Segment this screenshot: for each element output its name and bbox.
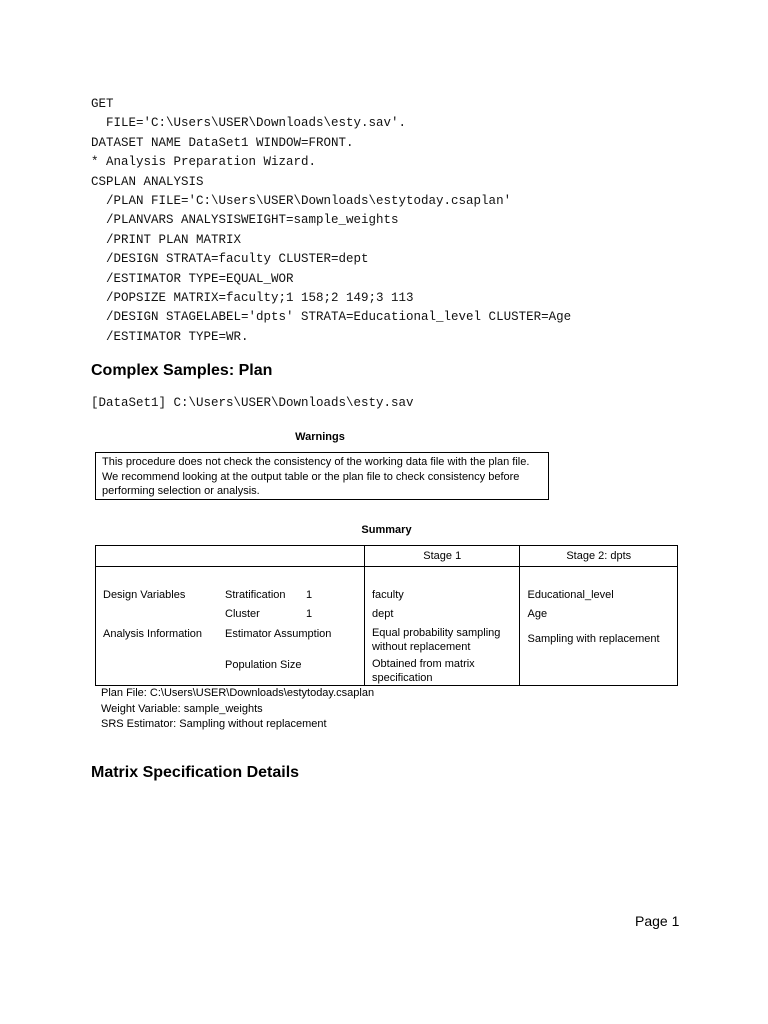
summary-row-labels <box>96 567 365 686</box>
stage2-stratification: Educational_level <box>527 589 614 601</box>
stage2-cluster: Age <box>527 608 548 620</box>
summary-table <box>95 545 678 686</box>
summary-body-row <box>96 567 678 686</box>
summary-header-row <box>96 546 678 567</box>
label-analysis-information: Analysis Information <box>103 628 203 640</box>
syntax-line: * Analysis Preparation Wizard. <box>91 155 317 170</box>
stage1-estimator-line1: Equal probability sampling <box>371 627 501 639</box>
syntax-line: /PLANVARS ANALYSISWEIGHT=sample_weights <box>106 213 399 228</box>
stage1-stratification: faculty <box>371 589 404 601</box>
syntax-line: /DESIGN STRATA=faculty CLUSTER=dept <box>106 252 369 267</box>
dataset-line: [DataSet1] C:\Users\USER\Downloads\esty.sav <box>91 396 414 410</box>
syntax-line: /ESTIMATOR TYPE=WR. <box>106 329 249 344</box>
label-design-variables: Design Variables <box>103 589 186 601</box>
footnote-weight-variable: Weight Variable: sample_weights <box>101 702 263 715</box>
stage1-estimator <box>365 626 500 654</box>
summary-header-stage1: Stage 1 <box>364 546 520 567</box>
syntax-block <box>91 95 571 347</box>
section-title-matrix: Matrix Specification Details <box>91 764 300 781</box>
summary-stage2-cell <box>520 567 678 686</box>
syntax-line: GET <box>91 97 114 111</box>
label-population-size: Population Size <box>225 659 302 671</box>
syntax-line: /PLAN FILE='C:\Users\USER\Downloads\estytoday.csaplan' <box>106 194 512 209</box>
stage1-popsize <box>365 657 475 685</box>
syntax-line: CSPLAN ANALYSIS <box>91 174 204 189</box>
page-number: Page 1 <box>635 913 680 929</box>
footnote-plan-file: Plan File: C:\Users\USER\Downloads\estytoday.csaplan <box>101 687 375 699</box>
warnings-text: This procedure does not check the consistency of the working data file with the plan file. We recommend looking at the output table or the plan file to check consistency before performing selection or analysis. <box>102 456 530 497</box>
syntax-line: DATASET NAME DataSet1 WINDOW=FRONT. <box>91 135 354 150</box>
warnings-box <box>95 452 549 500</box>
section-title-plan: Complex Samples: Plan <box>91 362 273 379</box>
stage1-cluster: dept <box>371 608 394 620</box>
syntax-line: FILE='C:\Users\USER\Downloads\esty.sav'. <box>106 116 407 131</box>
label-cluster-num: 1 <box>306 608 313 620</box>
stage1-estimator-line2: without replacement <box>371 641 471 653</box>
label-stratification: Stratification <box>225 589 286 601</box>
syntax-line: /PRINT PLAN MATRIX <box>106 232 242 247</box>
stage1-popsize-line1: Obtained from matrix <box>371 658 475 670</box>
label-stratification-num: 1 <box>306 589 313 601</box>
stage1-popsize-line2: specification <box>371 672 433 684</box>
summary-header-empty <box>96 546 365 567</box>
syntax-line: /DESIGN STAGELABEL='dpts' STRATA=Educational_level CLUSTER=Age <box>106 310 572 325</box>
label-cluster: Cluster <box>225 608 260 620</box>
summary-footnotes <box>101 686 374 733</box>
summary-title: Summary <box>361 524 412 536</box>
summary-stage1-cell <box>364 567 520 686</box>
syntax-line: /ESTIMATOR TYPE=EQUAL_WOR <box>106 271 294 286</box>
syntax-line: /POPSIZE MATRIX=faculty;1 158;2 149;3 113 <box>106 291 414 306</box>
footnote-srs-estimator: SRS Estimator: Sampling without replacement <box>101 718 327 730</box>
summary-header-stage2: Stage 2: dpts <box>520 546 678 567</box>
warnings-title: Warnings <box>295 431 345 443</box>
stage2-estimator: Sampling with replacement <box>527 633 660 645</box>
label-estimator-assumption: Estimator Assumption <box>225 628 332 640</box>
